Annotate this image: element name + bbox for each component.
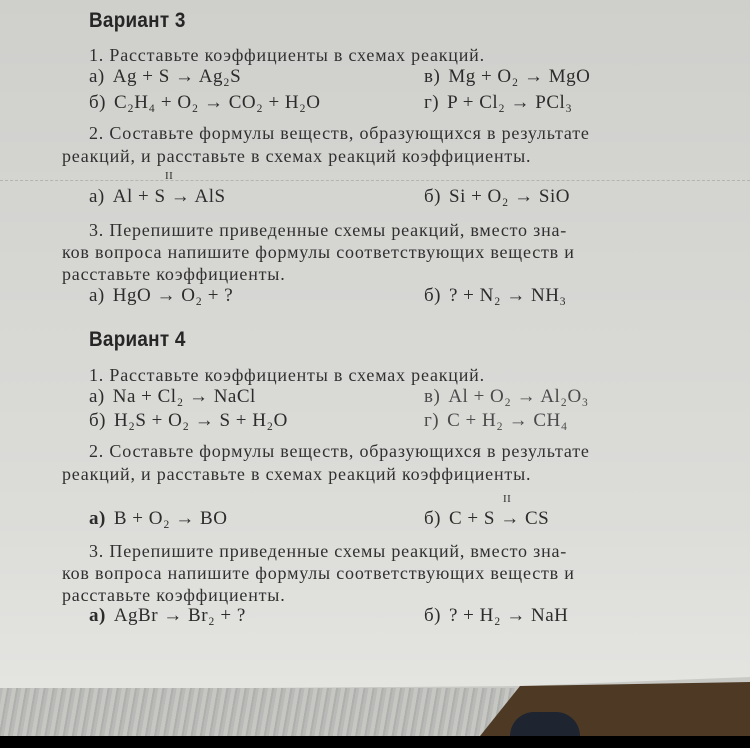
eq-label: б) [424,285,441,306]
eq-label: а) [89,285,105,306]
shoe-detail [510,712,580,736]
eq-formula: Al + O₂ → Al₂O₃ [448,386,589,407]
v4-valence-mark: II [503,493,512,505]
eq-label: в) [424,66,441,87]
eq-label: б) [424,508,441,529]
eq-label: а) [89,186,105,207]
v4-task2-eq-a [89,508,227,530]
eq-label: а) [89,508,106,529]
eq-formula: C + S → CS [449,508,550,529]
v4-task2-eq-b [424,508,549,530]
v3-task1-eq-v [424,66,590,88]
v3-task3-eq-a [89,285,233,307]
v4-task3-line3: расставьте коэффициенты. [62,585,286,605]
v4-task1-eq-b [89,410,288,432]
v3-task1-eq-b [89,92,321,114]
eq-label: б) [89,410,106,431]
eq-formula: Ag + S → Ag₂S [112,66,242,87]
eq-label: б) [89,92,106,113]
eq-formula: ? + N₂ → NH₃ [449,285,567,306]
eq-formula: AgBr → Br₂ + ? [113,605,246,626]
eq-formula: ? + H₂ → NaH [449,605,569,626]
v3-task2-eq-b [424,186,570,208]
v4-task3-eq-b [424,605,568,627]
v4-task2-line1: 2. Составьте формулы веществ, образующихся в результате [89,441,590,461]
v3-task3-line1: 3. Перепишите приведенные схемы реакций, вместо зна- [89,220,568,240]
eq-formula: C + H₂ → CH₄ [447,410,568,431]
v3-valence-mark: II [165,170,174,182]
eq-formula: C₂H₄ + O₂ → CO₂ + H₂O [114,92,321,113]
v4-task1-eq-v [424,386,589,408]
v3-task3-line2: ков вопроса напишите формулы соответствующих веществ и [62,242,575,262]
eq-label: а) [89,386,105,407]
v4-task1-heading: 1. Расставьте коэффициенты в схемах реакций. [89,365,485,385]
eq-label: б) [424,186,441,207]
bottom-black-bar [0,736,750,748]
paper-fold-line [0,180,750,182]
v4-task3-line2: ков вопроса напишите формулы соответствующих веществ и [62,563,575,583]
eq-formula: Na + Cl₂ → NaCl [112,386,256,407]
eq-formula: Si + O₂ → SiO [449,186,570,207]
v3-task2-line2: реакций, и расставьте в схемах реакций коэффициенты. [62,146,532,166]
v4-task3-line1: 3. Перепишите приведенные схемы реакций, вместо зна- [89,541,568,561]
eq-label: в) [424,386,441,407]
eq-label: а) [89,605,106,626]
v3-task3-eq-b [424,285,567,307]
eq-formula: P + Cl₂ → PCl₃ [447,92,573,113]
variant-3-title: Вариант 3 [89,9,186,32]
eq-formula: Mg + O₂ → MgO [448,66,591,87]
eq-label: г) [424,410,440,431]
v3-task3-line3: расставьте коэффициенты. [62,264,286,284]
eq-label: г) [424,92,440,113]
v3-task1-eq-a [89,66,241,88]
v3-task2-eq-a [89,186,226,208]
v4-task1-eq-a [89,386,256,408]
eq-formula: HgO → O₂ + ? [112,285,234,306]
v3-task1-heading: 1. Расставьте коэффициенты в схемах реакций. [89,45,485,65]
v3-task2-line1: 2. Составьте формулы веществ, образующихся в результате [89,123,590,143]
v4-task3-eq-a [89,605,246,627]
eq-formula: B + O₂ → BO [113,508,228,529]
v4-task1-eq-g [424,410,568,432]
eq-formula: H₂S + O₂ → S + H₂O [114,410,288,431]
eq-label: а) [89,66,105,87]
v3-task1-eq-g [424,92,572,114]
eq-label: б) [424,605,441,626]
v4-task2-line2: реакций, и расставьте в схемах реакций коэффициенты. [62,464,532,484]
eq-formula: Al + S → AlS [112,186,226,207]
variant-4-title: Вариант 4 [89,328,186,351]
